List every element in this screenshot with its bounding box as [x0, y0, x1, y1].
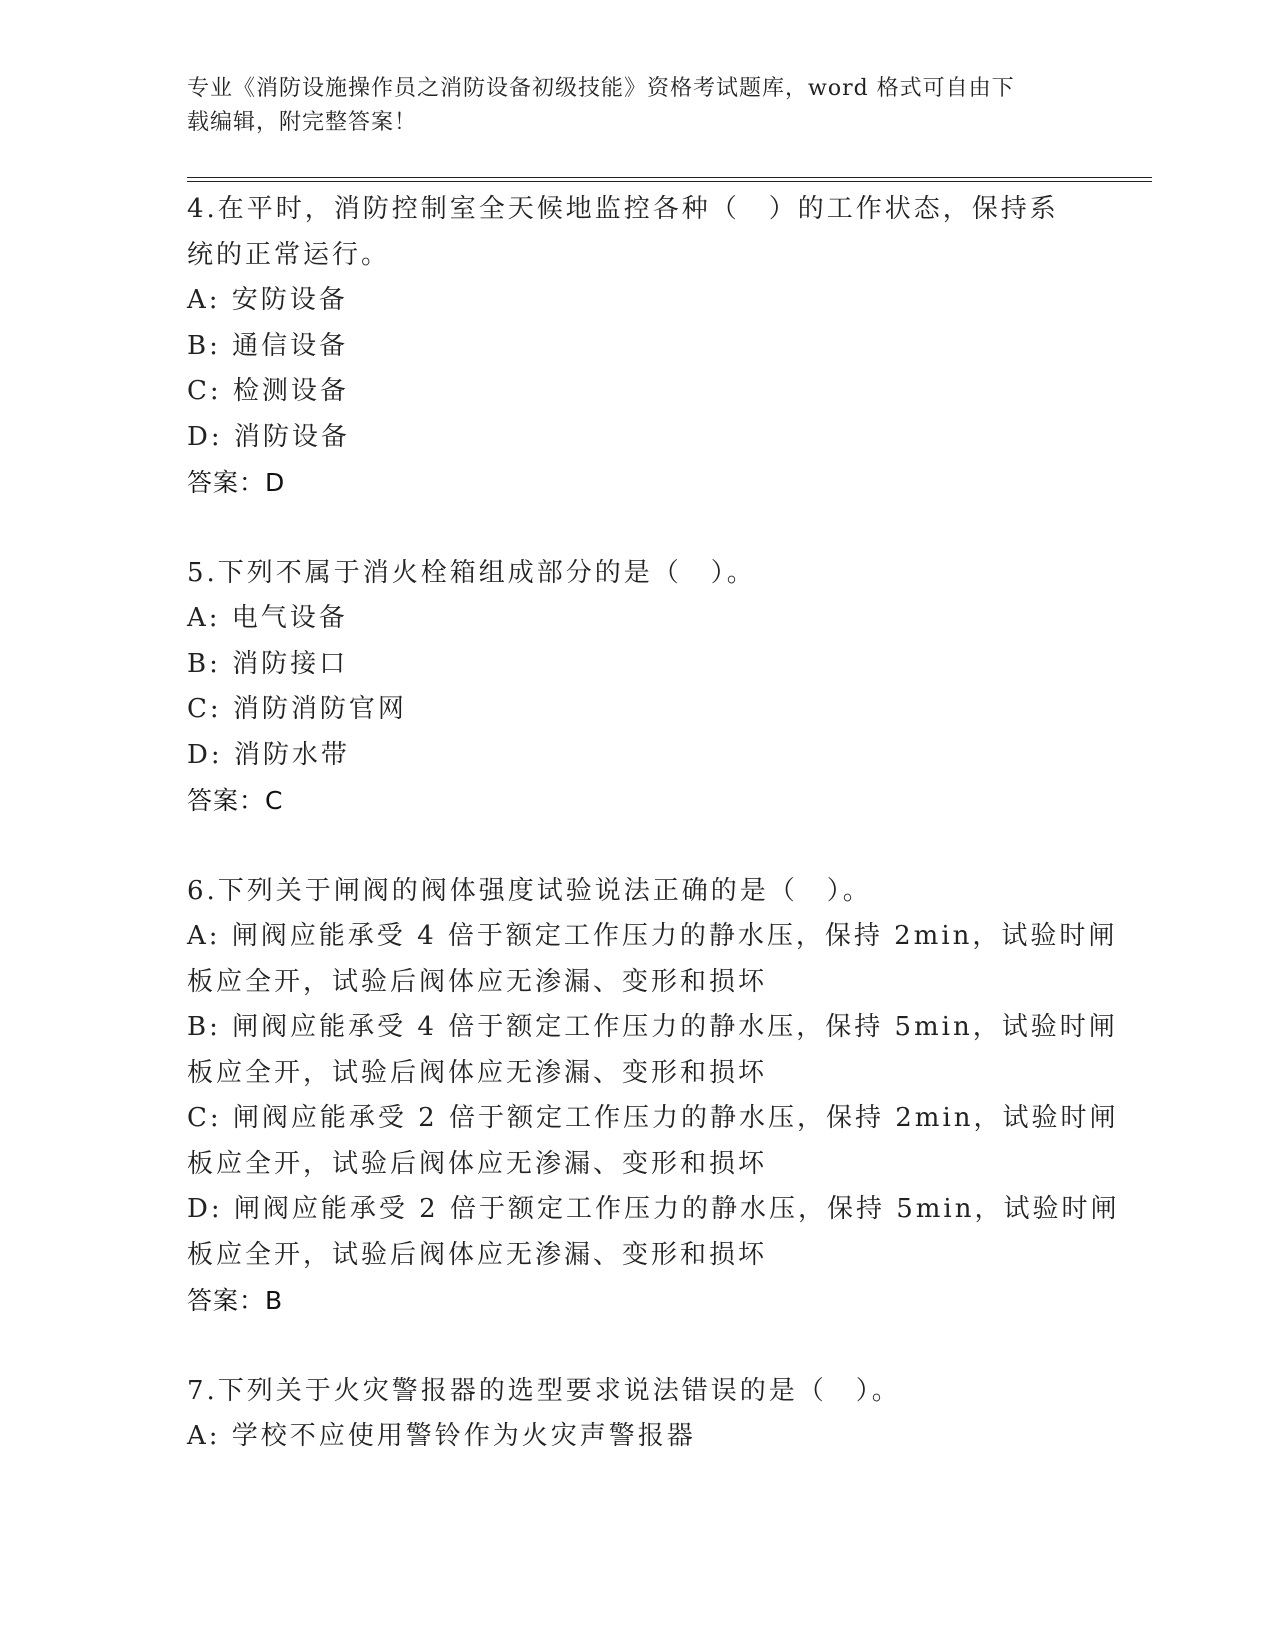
question-item — [187, 1369, 1077, 1460]
question-spacer — [187, 824, 1077, 869]
question-stem-line: 7.下列关于火灾警报器的选型要求说法错误的是（ ）。 — [187, 1375, 901, 1406]
question-stem-line: 4.在平时，消防控制室全天候地监控各种（ ）的工作状态，保持系 — [187, 194, 1059, 224]
option-a: A: 闸阀应能承受 4 倍于额定工作压力的静水压，保持 2min，试验时闸 — [187, 921, 1118, 951]
option-c: C: 检测设备 — [187, 376, 349, 406]
option-d: D: 消防设备 — [187, 421, 350, 452]
question-item — [187, 551, 1077, 824]
answer-line: 答案：D — [187, 468, 286, 497]
option-c: C: 闸阀应能承受 2 倍于额定工作压力的静水压，保持 2min，试验时闸 — [187, 1103, 1119, 1133]
question-item — [187, 187, 1077, 506]
option-a: A: 电气设备 — [187, 603, 348, 633]
document-header — [187, 72, 1067, 140]
answer-line: 答案：B — [187, 1286, 284, 1315]
option-b-continued: 板应全开，试验后阀体应无渗漏、变形和损坏 — [187, 1057, 768, 1088]
option-b: B: 闸阀应能承受 4 倍于额定工作压力的静水压，保持 5min，试验时闸 — [187, 1012, 1118, 1042]
question-list — [187, 187, 1120, 1460]
question-item — [187, 869, 1120, 1324]
option-d: D: 消防水带 — [187, 739, 350, 770]
option-d: D: 闸阀应能承受 2 倍于额定工作压力的静水压，保持 5min，试验时闸 — [187, 1194, 1120, 1224]
header-divider-top — [187, 177, 1152, 178]
question-spacer — [187, 1324, 1077, 1369]
option-c: C: 消防消防官网 — [187, 694, 407, 724]
option-d-continued: 板应全开，试验后阀体应无渗漏、变形和损坏 — [187, 1239, 768, 1270]
option-b: B: 消防接口 — [187, 648, 349, 679]
option-c-continued: 板应全开，试验后阀体应无渗漏、变形和损坏 — [187, 1148, 768, 1179]
option-a: A: 学校不应使用警铃作为火灾声警报器 — [187, 1421, 696, 1451]
header-line-1: 专业《消防设施操作员之消防设备初级技能》资格考试题库，word 格式可自由下 — [187, 76, 1015, 101]
option-b: B: 通信设备 — [187, 330, 349, 361]
header-line-2: 载编辑，附完整答案！ — [187, 110, 418, 135]
option-a: A: 安防设备 — [187, 285, 348, 315]
answer-line: 答案：C — [187, 786, 284, 815]
question-stem-line: 统的正常运行。 — [187, 239, 391, 270]
question-stem-line: 5.下列不属于消火栓箱组成部分的是（ ）。 — [187, 557, 756, 588]
question-stem-line: 6.下列关于闸阀的阀体强度试验说法正确的是（ ）。 — [187, 875, 872, 906]
question-spacer — [187, 506, 1077, 551]
header-divider-bottom — [187, 181, 1152, 182]
option-a-continued: 板应全开，试验后阀体应无渗漏、变形和损坏 — [187, 966, 768, 997]
